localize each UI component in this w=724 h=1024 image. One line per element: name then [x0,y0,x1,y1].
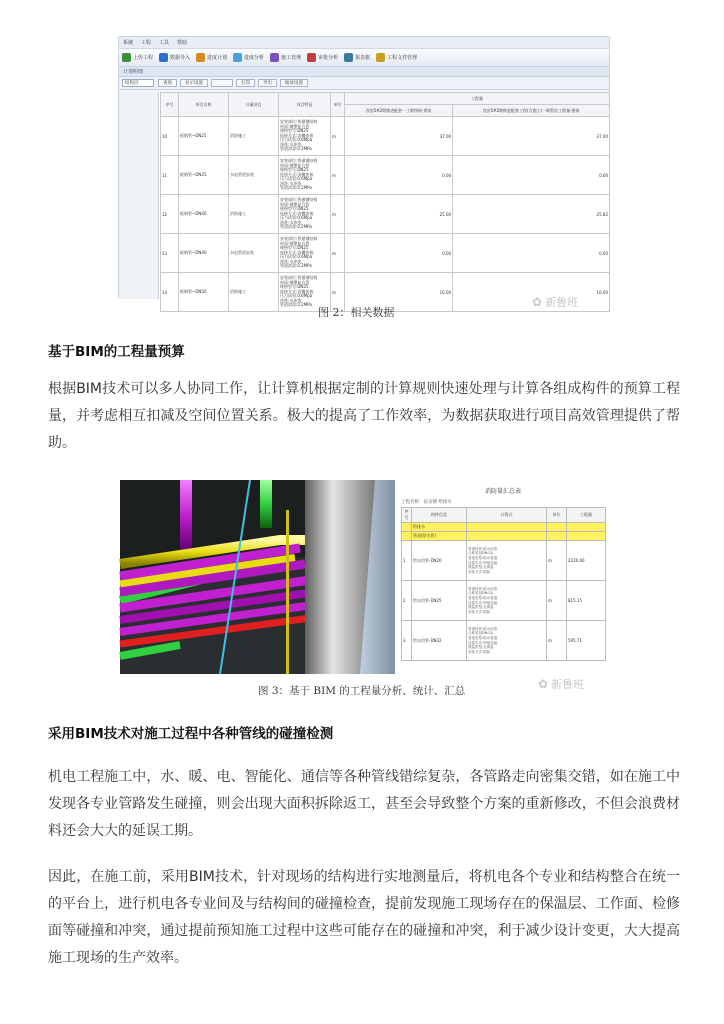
folder-icon [376,53,385,62]
import-icon [159,53,168,62]
cell-unit: m [547,621,567,661]
menu-item: 工程 [141,40,152,46]
toolbar-button: 上传工程 [122,53,153,62]
cell-no: 3 [402,621,412,661]
cell-feature: 安装部位:普通钢结构 材质:钢塑复合管 规格型号:DN25 连接方式:沟槽连接 压力试验:0.6Mpa 冲洗:水冲洗 管道消毒:0.2MPa [279,273,331,312]
cell-unit: m [331,117,345,156]
cell-unit: m [331,273,345,312]
figure-3-image [120,480,608,674]
cell-no: 1 [402,541,412,581]
analysis-icon [233,53,242,62]
paragraph: 机电工程施工中，水、暖、电、智能化、通信等各种管线错综复杂，各管路走向密集交错，如在施工中发现各专业管路发生碰撞，则会出现大面积拆除返工，甚至会导致整个方案的重新修改，不但会浪费材料还会大大的延误工期。 [48,769,680,839]
cell-quantity: 2220.60 [567,541,606,581]
cell-unit: m [331,195,345,234]
cell-quantity: 25.00 [345,195,453,234]
cell-name: 给水用管-DN32 [412,621,467,661]
grid-side-panel [119,92,159,299]
paragraph: 根据BIM技术可以多人协同工作，让计算机根据定制的计算规则快速处理与计算各组成构件的预算工程量，并考虑相互扣减及空间位置关系。极大的提高了工作效率，为数据获取进行项目高效管理提供了帮助。 [48,381,680,451]
cell-no: 2 [402,581,412,621]
cell-feature: 安装部位:普通钢结构 材质:钢塑复合管 规格型号:DN25 连接方式:沟槽连接 压力试验:0.6Mpa 冲洗:水冲洗 管道消毒:0.2MPa [279,234,331,273]
cell-quantity: 37.00 [345,117,453,156]
breadcrumb: 计划明细 [119,67,609,77]
column-header: 计算式 [467,508,547,523]
column-header: 西安5#2期推进配套一工期图纸·建筑 [345,105,453,117]
cell-name: 板钢管~DN50 [179,273,229,312]
watermark: ✿ 新鲁班 [538,677,585,691]
upload-icon [122,53,131,62]
summary-table-panel [398,480,608,674]
table-row [161,195,610,234]
column-header: 序号 [402,508,412,523]
cell-formula: 管道材质:给水用管 公称管径DN:20 管道类型:给水管道 连接方式:焊接连接 保温类型:无保温 安装方式:明装 [467,541,547,581]
approve-icon [307,53,316,62]
figure-2-caption: 图 2：相关数据 [318,306,395,319]
cell-unit: m [547,541,567,581]
cell-measure: 消防施工 [229,195,279,234]
cell-name: 板钢管~DN25 [179,156,229,195]
section-heading: 基于BIM的工程量预算 [48,344,185,360]
table-row [402,581,606,621]
cell-quantity: 815.15 [567,581,606,621]
menu-item: 工具 [159,40,170,46]
calendar-icon [196,53,205,62]
table-row [402,541,606,581]
toolbar-button: 报表框 [344,53,370,62]
cell-formula: 管道材质:给水用管 公称管径DN:20 管道类型:给水管道 连接方式:焊接连接 保温类型:无保温 安装方式:明装 [467,581,547,621]
wechat-icon: ✿ [532,295,543,309]
cell-feature: 安装部位:普通钢结构 材质:钢塑复合管 规格型号:DN25 连接方式:沟槽连接 压力试验:0.6Mpa 冲洗:水冲洗 管道消毒:0.2MPa [279,156,331,195]
cell-quantity: 0.00 [345,234,453,273]
wechat-icon: ✿ [538,677,549,691]
column-header: 序号 [161,93,179,117]
table-row [161,156,610,195]
cell-name: 板钢管~DN25 [179,117,229,156]
column-header: 项目特征 [279,93,331,117]
cell-unit: m [331,156,345,195]
toolbar-button: 数据导入 [159,53,190,62]
menu-item: 帮助 [177,40,188,46]
cell-measure: 水电管道安装 [229,156,279,195]
highlight-row: 管道(给水管) [402,532,606,541]
column-header: 项目名称 [179,93,229,117]
toolbar-button: 施工管理 [270,53,301,62]
filter-bar [119,77,609,90]
report-icon [344,53,353,62]
column-header: 单位 [331,93,345,117]
bim-3d-pipes-view [120,480,395,674]
filter-button: 缩放设置 [280,79,308,87]
cell-feature: 安装部位:普通钢结构 材质:钢塑复合管 规格型号:DN25 连接方式:沟槽连接 压力试验:0.6Mpa 冲洗:水冲洗 管道消毒:0.2MPa [279,195,331,234]
table-row [402,621,606,661]
summary-table [401,507,606,661]
toolbar [119,49,609,67]
figure-3-caption: 图 3：基于 BIM 的工程量分析、统计、汇总 [258,685,466,697]
column-header: 工程量 [567,508,606,523]
cell-measure: 消防施工 [229,273,279,312]
cell-no: 10 [161,117,179,156]
cell-unit: m [331,234,345,273]
cell-name: 给水用管-DN25 [412,581,467,621]
cell-measure: 水电管道安装 [229,234,279,273]
quantity-table [160,92,610,312]
column-header: 单位 [547,508,567,523]
toolbar-button: 工程文件管理 [376,53,417,62]
table-row [161,234,610,273]
filter-select: 结构层 [122,79,154,87]
cell-quantity: 0.00 [453,234,610,273]
toolbar-button: 进度计划 [196,53,227,62]
filter-button: 显示设置 [180,79,208,87]
highlight-row: 给排水 [402,523,606,532]
cell-quantity: 37.00 [453,117,610,156]
cell-no: 11 [161,156,179,195]
cell-name: 板钢管~DN40 [179,234,229,273]
table-row [161,117,610,156]
menu-item: 系统 [123,40,134,46]
cell-name: 给水用管-DN20 [412,541,467,581]
menu-bar [119,37,609,49]
filter-button: 打印 [236,79,255,87]
cell-formula: 管道材质:给水用管 公称管径DN:20 管道类型:给水管道 连接方式:焊接连接 保温类型:无保温 安装方式:明装 [467,621,547,661]
filter-button: 导出 [258,79,277,87]
pipe-render [120,480,395,674]
cell-unit: m [547,581,567,621]
cell-no: 14 [161,273,179,312]
cell-quantity: 0.00 [345,156,453,195]
panel-title: 消防量汇总表 [484,488,521,495]
cell-quantity: 16.00 [345,273,453,312]
filter-button: 查询 [158,79,177,87]
cell-quantity: 16.00 [453,273,610,312]
cell-quantity: 0.00 [453,156,610,195]
cell-quantity: 25.82 [453,195,610,234]
cell-quantity: 595.71 [567,621,606,661]
toolbar-button: 进度分析 [233,53,264,62]
column-header: 计量项目 [229,93,279,117]
paragraph: 因此，在施工前，采用BIM技术，针对现场的结构进行实地测量后，将机电各个专业和结构整合在统一的平台上，进行机电各专业间及与结构间的碰撞检查，提前发现施工现场存在的保温层、工作面、检修面等碰撞和冲突，通过提前预知施工过程中这些可能存在的碰撞和冲突，利于减少设计变更，大大提高施工现场的生产效率。 [48,869,680,966]
cell-feature: 安装部位:普通钢结构 材质:钢塑复合管 规格型号:DN25 连接方式:沟槽连接 压力试验:0.6Mpa 冲洗:水冲洗 管道消毒:0.2MPa [279,117,331,156]
section-heading: 采用BIM技术对施工过程中各种管线的碰撞检测 [48,726,334,742]
manage-icon [270,53,279,62]
filter-button [211,79,233,87]
toolbar-button: 审批分析 [307,53,338,62]
cell-no: 13 [161,234,179,273]
column-header: 西安5#2期推进配套工程(含施工)一期暂估工程量·建筑 [453,105,610,117]
column-header: 工程量 [345,93,610,105]
panel-subtitle: 工程名称：宿舍楼 给排水 [401,500,452,505]
cell-measure: 消防施工 [229,117,279,156]
cell-name: 板钢管~DN40 [179,195,229,234]
watermark: ✿ 新鲁班 [532,295,579,309]
cell-no: 12 [161,195,179,234]
column-header: 构件信息 [412,508,467,523]
